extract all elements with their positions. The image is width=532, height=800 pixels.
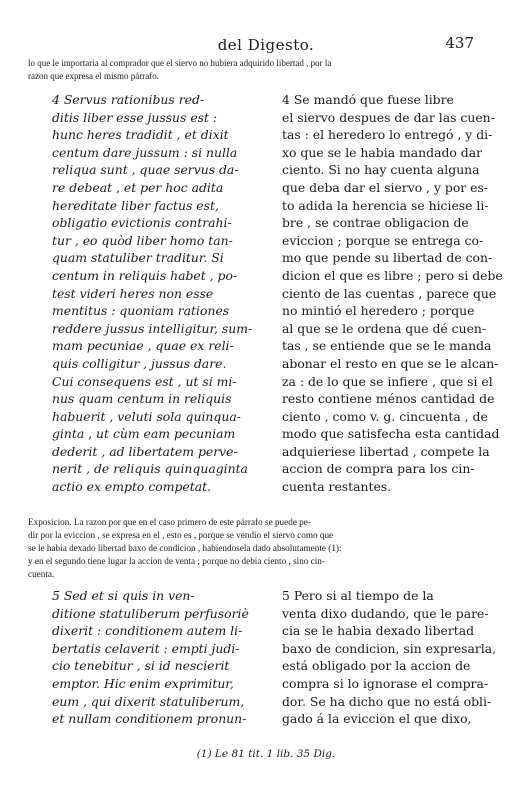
text-line: to adida la herencia se hiciese li-	[282, 197, 489, 213]
text-line: za : de lo que se infiere , que si el	[282, 373, 493, 389]
text-line: actio ex empto competat.	[52, 479, 212, 495]
spanish-column-section-4	[282, 91, 503, 496]
latin-column-section-5	[52, 587, 272, 728]
text-line: baxo de condicion, sin expresarla,	[282, 640, 497, 656]
text-line: quis colligitur , jussus dare.	[52, 355, 227, 371]
text-line: ciento de las cuentas , parece que	[282, 285, 497, 301]
text-line: cia se le habia dexado libertad	[282, 623, 475, 639]
text-line: test videri heres non esse	[52, 285, 214, 301]
text-line: eviccion ; porque se entrega co-	[282, 232, 484, 248]
text-line: eum , qui dixerit statuliberum,	[52, 693, 245, 709]
text-line: modo que satisfecha esta cantidad	[282, 426, 500, 442]
text-line: cuenta.	[28, 569, 55, 579]
text-line: centum in reliquis habet , po-	[52, 267, 238, 283]
text-line: y en el segundo tiene lugar la accion de venta ; porque no debia ciento , sino cin-	[28, 556, 325, 566]
text-line: cio tenebitur , si id nescierit	[52, 658, 230, 674]
text-line: emptor. Hic enim exprimitur,	[52, 675, 234, 691]
text-line: accion de compra para los cin-	[282, 461, 475, 477]
text-line: mentitus : quoniam rationes	[52, 303, 230, 319]
text-line: centum dare jussum : si nulla	[52, 144, 238, 160]
text-line: dixerit : conditionem autem li-	[52, 623, 243, 639]
text-line: Exposicion. La razon por que en el caso primero de este párrafo se puede pe-	[28, 517, 311, 527]
text-line: nerit , de reliquis quinquaginta	[52, 461, 248, 477]
text-line: dor. Se ha dicho que no está obli-	[282, 693, 492, 709]
text-line: hereditate liber factus est,	[52, 197, 219, 213]
text-line: 4 Se mandó que fuese libre	[282, 92, 454, 107]
text-line: gado á la eviccion el que dixo,	[282, 711, 472, 727]
text-line: dederit , ad libertatem perve-	[52, 443, 238, 459]
latin-column-section-4	[52, 91, 272, 496]
spanish-column-section-5	[282, 587, 496, 728]
text-line: 4 Servus rationibus red-	[52, 92, 205, 107]
text-line: dir por la eviccion , se expresa en el , esto es , porque se vendio el siervo como que	[28, 530, 334, 540]
text-line: mam pecuniae , quae ex reli-	[52, 338, 234, 354]
text-line: nus quam centum in reliquis	[52, 391, 232, 407]
text-line: quam statuliber traditur. Si	[52, 250, 224, 266]
text-line: venta dixo dudando, que le pare-	[282, 605, 489, 621]
footnote: (1) Le 81 tit. 1 lib. 35 Dig.	[196, 748, 336, 760]
text-line: mo que pende su libertad de con-	[282, 250, 493, 266]
text-line: ginta , ut cùm eam pecuniam	[52, 426, 236, 442]
text-line: ditione statuliberum perfusoriè	[52, 605, 249, 621]
continuation-line: razon que expresa el mismo párrafo.	[28, 71, 159, 81]
text-line: et nullam conditionem pronun-	[52, 711, 247, 727]
text-line: al que se le ordena que dé cuen-	[282, 320, 487, 336]
text-line: el siervo despues de dar las cuen-	[282, 109, 495, 125]
text-line: reliqua sunt , quae servus da-	[52, 162, 239, 178]
text-line: tas : el heredero lo entregó , y di-	[282, 127, 493, 143]
text-line: ciento , como v. g. cincuenta , de	[282, 408, 488, 424]
text-line: xo que se le habia mandado dar	[282, 144, 483, 160]
text-line: que deba dar el siervo , y por es-	[282, 179, 489, 195]
text-line: adquieriese libertad , compete la	[282, 443, 490, 459]
text-line: cuenta restantes.	[282, 479, 392, 495]
text-line: 5 Sed et si quis in ven-	[52, 588, 195, 603]
text-line: bertatis celaverit : empti judi-	[52, 640, 240, 656]
text-line: está obligado por la accion de	[282, 658, 471, 674]
text-line: reddere jussus intelligitur, sum-	[52, 320, 253, 336]
text-line: abonar el resto en que se le alcan-	[282, 355, 499, 371]
text-line: obligatio evictionis contrahi-	[52, 215, 232, 231]
text-line: habuerit , veluti sola quinqua-	[52, 408, 241, 424]
text-line: dicion el que es libre ; pero si debe	[282, 267, 503, 283]
text-line: resto contiene ménos cantidad de	[282, 391, 495, 407]
text-line: compra si lo ignorase el compra-	[282, 675, 489, 691]
text-line: 5 Pero si al tiempo de la	[282, 588, 434, 603]
text-line: bre , se contrae obligacion de	[282, 215, 469, 231]
text-line: ditis liber esse jussus est :	[52, 109, 218, 125]
page-number: 437	[445, 34, 474, 52]
text-line: Cui consequens est , ut si mi-	[52, 373, 237, 389]
text-line: se le habia dexado libertad baxo de condicion , habiendosela dado absolutamente (1):	[28, 543, 342, 553]
text-line: tur , eo quòd liber homo tan-	[52, 232, 233, 248]
running-header: del Digesto.	[217, 36, 315, 54]
text-line: no mintió el heredero ; porque	[282, 303, 475, 319]
exposicion-paragraph	[28, 516, 504, 581]
text-line: ciento. Si no hay cuenta alguna	[282, 162, 480, 178]
text-line: hunc heres tradidit , et dixit	[52, 127, 229, 143]
continuation-line: lo que le importaria al comprador que el siervo no hubiera adquirido libertad , por la	[28, 58, 332, 68]
text-line: re debeat , et per hoc adita	[52, 179, 224, 195]
text-line: tas , se entiende que se le manda	[282, 338, 492, 354]
